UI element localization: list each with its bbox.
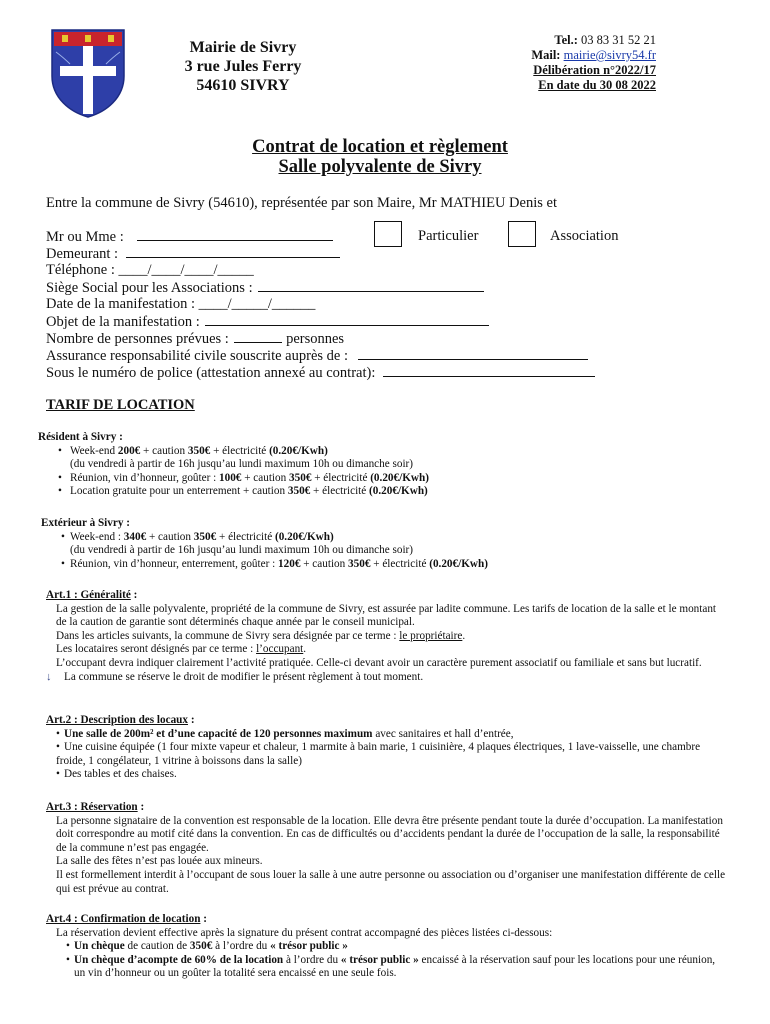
police-field[interactable] <box>383 364 595 377</box>
art4-b1: • Un chèque de caution de 350€ à l’ordre du « trésor public » <box>46 940 726 954</box>
nb-personnes-label: Nombre de personnes prévues : <box>46 331 229 347</box>
exterieur-weekend: • Week-end : 340€ + caution 350€ + électricité (0.20€/Kwh) <box>41 531 741 545</box>
nb-personnes-field[interactable] <box>234 330 282 343</box>
resident-title: Résident à Sivry : <box>38 431 123 443</box>
police-label: Sous le numéro de police (attestation annexé au contrat): <box>46 365 376 381</box>
art1-p2: Dans les articles suivants, la commune de Sivry sera désignée par ce terme : le propriétaire. <box>56 629 466 642</box>
objet-label: Objet de la manifestation : <box>46 314 200 330</box>
siege-label: Siège Social pour les Associations : <box>46 280 253 296</box>
art3-p3: Il est formellement interdit à l’occupant de sous louer la salle à une autre personne ou association ou d’organiser une manifestation différente de celle qui est prévue au contrat. <box>56 868 726 895</box>
mail-label: Mail: <box>531 48 564 62</box>
art4-b2: • Un chèque d’acompte de 60% de la location à l’ordre du « trésor public » encaissé à la réservation sauf pour les locations pour une réunion, un vin d’honneur ou un goûter la totalité sera encaissé en une seule fois. <box>46 954 726 981</box>
objet-field[interactable] <box>205 313 489 326</box>
title-line-1: Contrat de location et règlement <box>252 137 508 157</box>
art3-p2: La salle des fêtes n’est pas louée aux mineurs. <box>56 855 263 868</box>
mairie-address <box>163 38 323 95</box>
art3-title: Art.3 : Réservation <box>46 801 138 813</box>
art1-title: Art.1 : Généralité <box>46 589 131 601</box>
date-manif-field[interactable]: Date de la manifestation : ____/_____/______ <box>46 296 316 312</box>
assurance-field[interactable] <box>358 347 588 360</box>
resident-weekend: • Week-end 200€ + caution 350€ + électricité (0.20€/Kwh) <box>38 445 738 459</box>
art2-title: Art.2 : Description des locaux <box>46 714 189 726</box>
art2-b1: • Une salle de 200m² et d’une capacité de 120 personnes maximum avec sanitaires et hall d’entrée, <box>46 728 726 742</box>
mairie-city: 54610 SIVRY <box>196 77 290 94</box>
art1-p1: La gestion de la salle polyvalente, propriété de la commune de Sivry, est assurée par ladite commune. Les tarifs de location de la salle et le montant de la caution de garantie sont déterminés chaque année par le conseil municipal. <box>56 602 717 629</box>
tarif-heading: TARIF DE LOCATION <box>46 397 195 413</box>
page-title <box>0 137 760 177</box>
demeurant-label: Demeurant : <box>46 246 119 262</box>
exterieur-weekend-note: (du vendredi à partir de 16h jusqu’au lundi maximum 10h ou dimanche soir) <box>70 544 414 557</box>
mairie-name: Mairie de Sivry <box>189 39 297 56</box>
art2-b3: • Des tables et des chaises. <box>46 768 726 782</box>
mr-mme-field[interactable] <box>137 228 333 241</box>
art1-p5: ↓ La commune se réserve le droit de modifier le présent règlement à tout moment. <box>46 670 424 683</box>
article-3: Art.3 : Réservation : La personne signataire de la convention est responsable de la location. Elle devra être présente pendant toute la durée d’occupation. La manifestation doit correspondre au motif cité dans la convention. En cas de difficultés ou d’accidents pendant la durée de l’occupation de la salle, la responsabilité de la commune n’est pas engagée. La salle des fêtes n’est pas louée aux mineurs. Il est formellement interdit à l’occupant de sous louer la salle à une autre personne ou association ou d’organiser une manifestation différente de celle qui est prévue au contrat. <box>46 801 726 895</box>
renter-form <box>46 228 746 381</box>
exterieur-reunion: • Réunion, vin d’honneur, enterrement, goûter : 120€ + caution 350€ + électricité (0.20€/Kwh) <box>41 558 741 572</box>
article-4: Art.4 : Confirmation de location : La réservation devient effective après la signature du présent contrat accompagné des pièces listées ci-dessous: • Un chèque de caution de 350€ à l’ordre du « trésor public » • Un chèque d’acompte de 60% de la location à l’ordre du « trésor public » encaissé à la réservation sauf pour les locations pour une réunion, un vin d’honneur ou un goûter la totalité sera encaissé en une seule fois. <box>46 913 726 981</box>
exterieur-title: Extérieur à Sivry : <box>41 517 130 529</box>
art4-title: Art.4 : Confirmation de location <box>46 913 201 925</box>
tarif-exterieur <box>41 517 741 571</box>
mail-link[interactable]: mairie@sivry54.fr <box>563 48 656 62</box>
arrow-down-icon: ↓ <box>46 670 52 683</box>
art4-p1: La réservation devient effective après la signature du présent contrat accompagné des pièces listées ci-dessous: <box>56 926 553 939</box>
article-2: Art.2 : Description des locaux : • Une salle de 200m² et d’une capacité de 120 personnes maximum avec sanitaires et hall d’entrée, • Une cuisine équipée (1 four mixte vapeur et chaleur, 1 marmite à bain marie, 1 cuisinière, 4 plaques électriques, 1 lave-vaisselle, une chambre froide, 1 congélateur, 1 vitrine à boissons dans la salle) • Des tables et des chaises. <box>46 714 726 782</box>
tarif-resident <box>38 431 738 499</box>
coat-of-arms-logo <box>50 28 126 118</box>
resident-weekend-note: (du vendredi à partir de 16h jusqu’au lundi maximum 10h ou dimanche soir) <box>70 458 414 471</box>
art3-p1: La personne signataire de la convention est responsable de la location. Elle devra être présente pendant toute la durée d’occupation. La manifestation doit correspondre au motif cité dans la convention. En cas de difficultés ou d’accidents pendant la durée de l’occupation de la salle, la responsabilité de la commune n’est pas engagée. <box>56 814 723 854</box>
resident-reunion: • Réunion, vin d’honneur, goûter : 100€ + caution 350€ + électricité (0.20€/Kwh) <box>38 472 738 486</box>
particulier-label: Particulier <box>418 228 479 244</box>
telephone-field[interactable]: Téléphone : ____/____/____/_____ <box>46 262 254 278</box>
art2-b2: • Une cuisine équipée (1 four mixte vapeur et chaleur, 1 marmite à bain marie, 1 cuisinière, 4 plaques électriques, 1 lave-vaisselle, une chambre froide, 1 congélateur, 1 vitrine à boissons dans la salle) <box>46 741 726 768</box>
association-label: Association <box>550 228 619 244</box>
nb-personnes-unit: personnes <box>286 331 345 347</box>
tel-label: Tel.: <box>554 33 581 47</box>
title-line-2: Salle polyvalente de Sivry <box>278 157 482 177</box>
mairie-street: 3 rue Jules Ferry <box>184 58 302 75</box>
demeurant-field[interactable] <box>126 245 340 258</box>
contact-block <box>460 33 656 93</box>
article-1: Art.1 : Généralité : La gestion de la salle polyvalente, propriété de la commune de Sivry, est assurée par ladite commune. Les tarifs de location de la salle et le montant de la caution de garantie sont déterminés chaque année par le conseil municipal. Dans les articles suivants, la commune de Sivry sera désignée par ce terme : le propriétaire. Les locataires seront désignés par ce terme : l’occupant. L’occupant devra indiquer clairement l’activité pratiquée. Celle-ci devant avoir un caractère purement associatif ou familiale et sans but lucratif. ↓ La commune se réserve le droit de modifier le présent règlement à tout moment. <box>46 589 726 684</box>
siege-field[interactable] <box>258 279 484 292</box>
intro-text: Entre la commune de Sivry (54610), représentée par son Maire, Mr MATHIEU Denis et <box>46 195 557 211</box>
mr-mme-label: Mr ou Mme : <box>46 229 124 245</box>
deliberation-date: En date du 30 08 2022 <box>538 78 656 92</box>
deliberation-number: Délibération n°2022/17 <box>533 63 656 77</box>
art1-p4: L’occupant devra indiquer clairement l’activité pratiquée. Celle-ci devant avoir un caractère purement associatif ou familiale et sans but lucratif. <box>56 656 702 669</box>
assurance-label: Assurance responsabilité civile souscrite auprès de : <box>46 348 348 364</box>
resident-enterrement: • Location gratuite pour un enterrement + caution 350€ + électricité (0.20€/Kwh) <box>38 485 738 499</box>
tel-value: 03 83 31 52 21 <box>581 33 656 47</box>
art1-p3: Les locataires seront désignés par ce terme : l’occupant. <box>56 643 307 656</box>
